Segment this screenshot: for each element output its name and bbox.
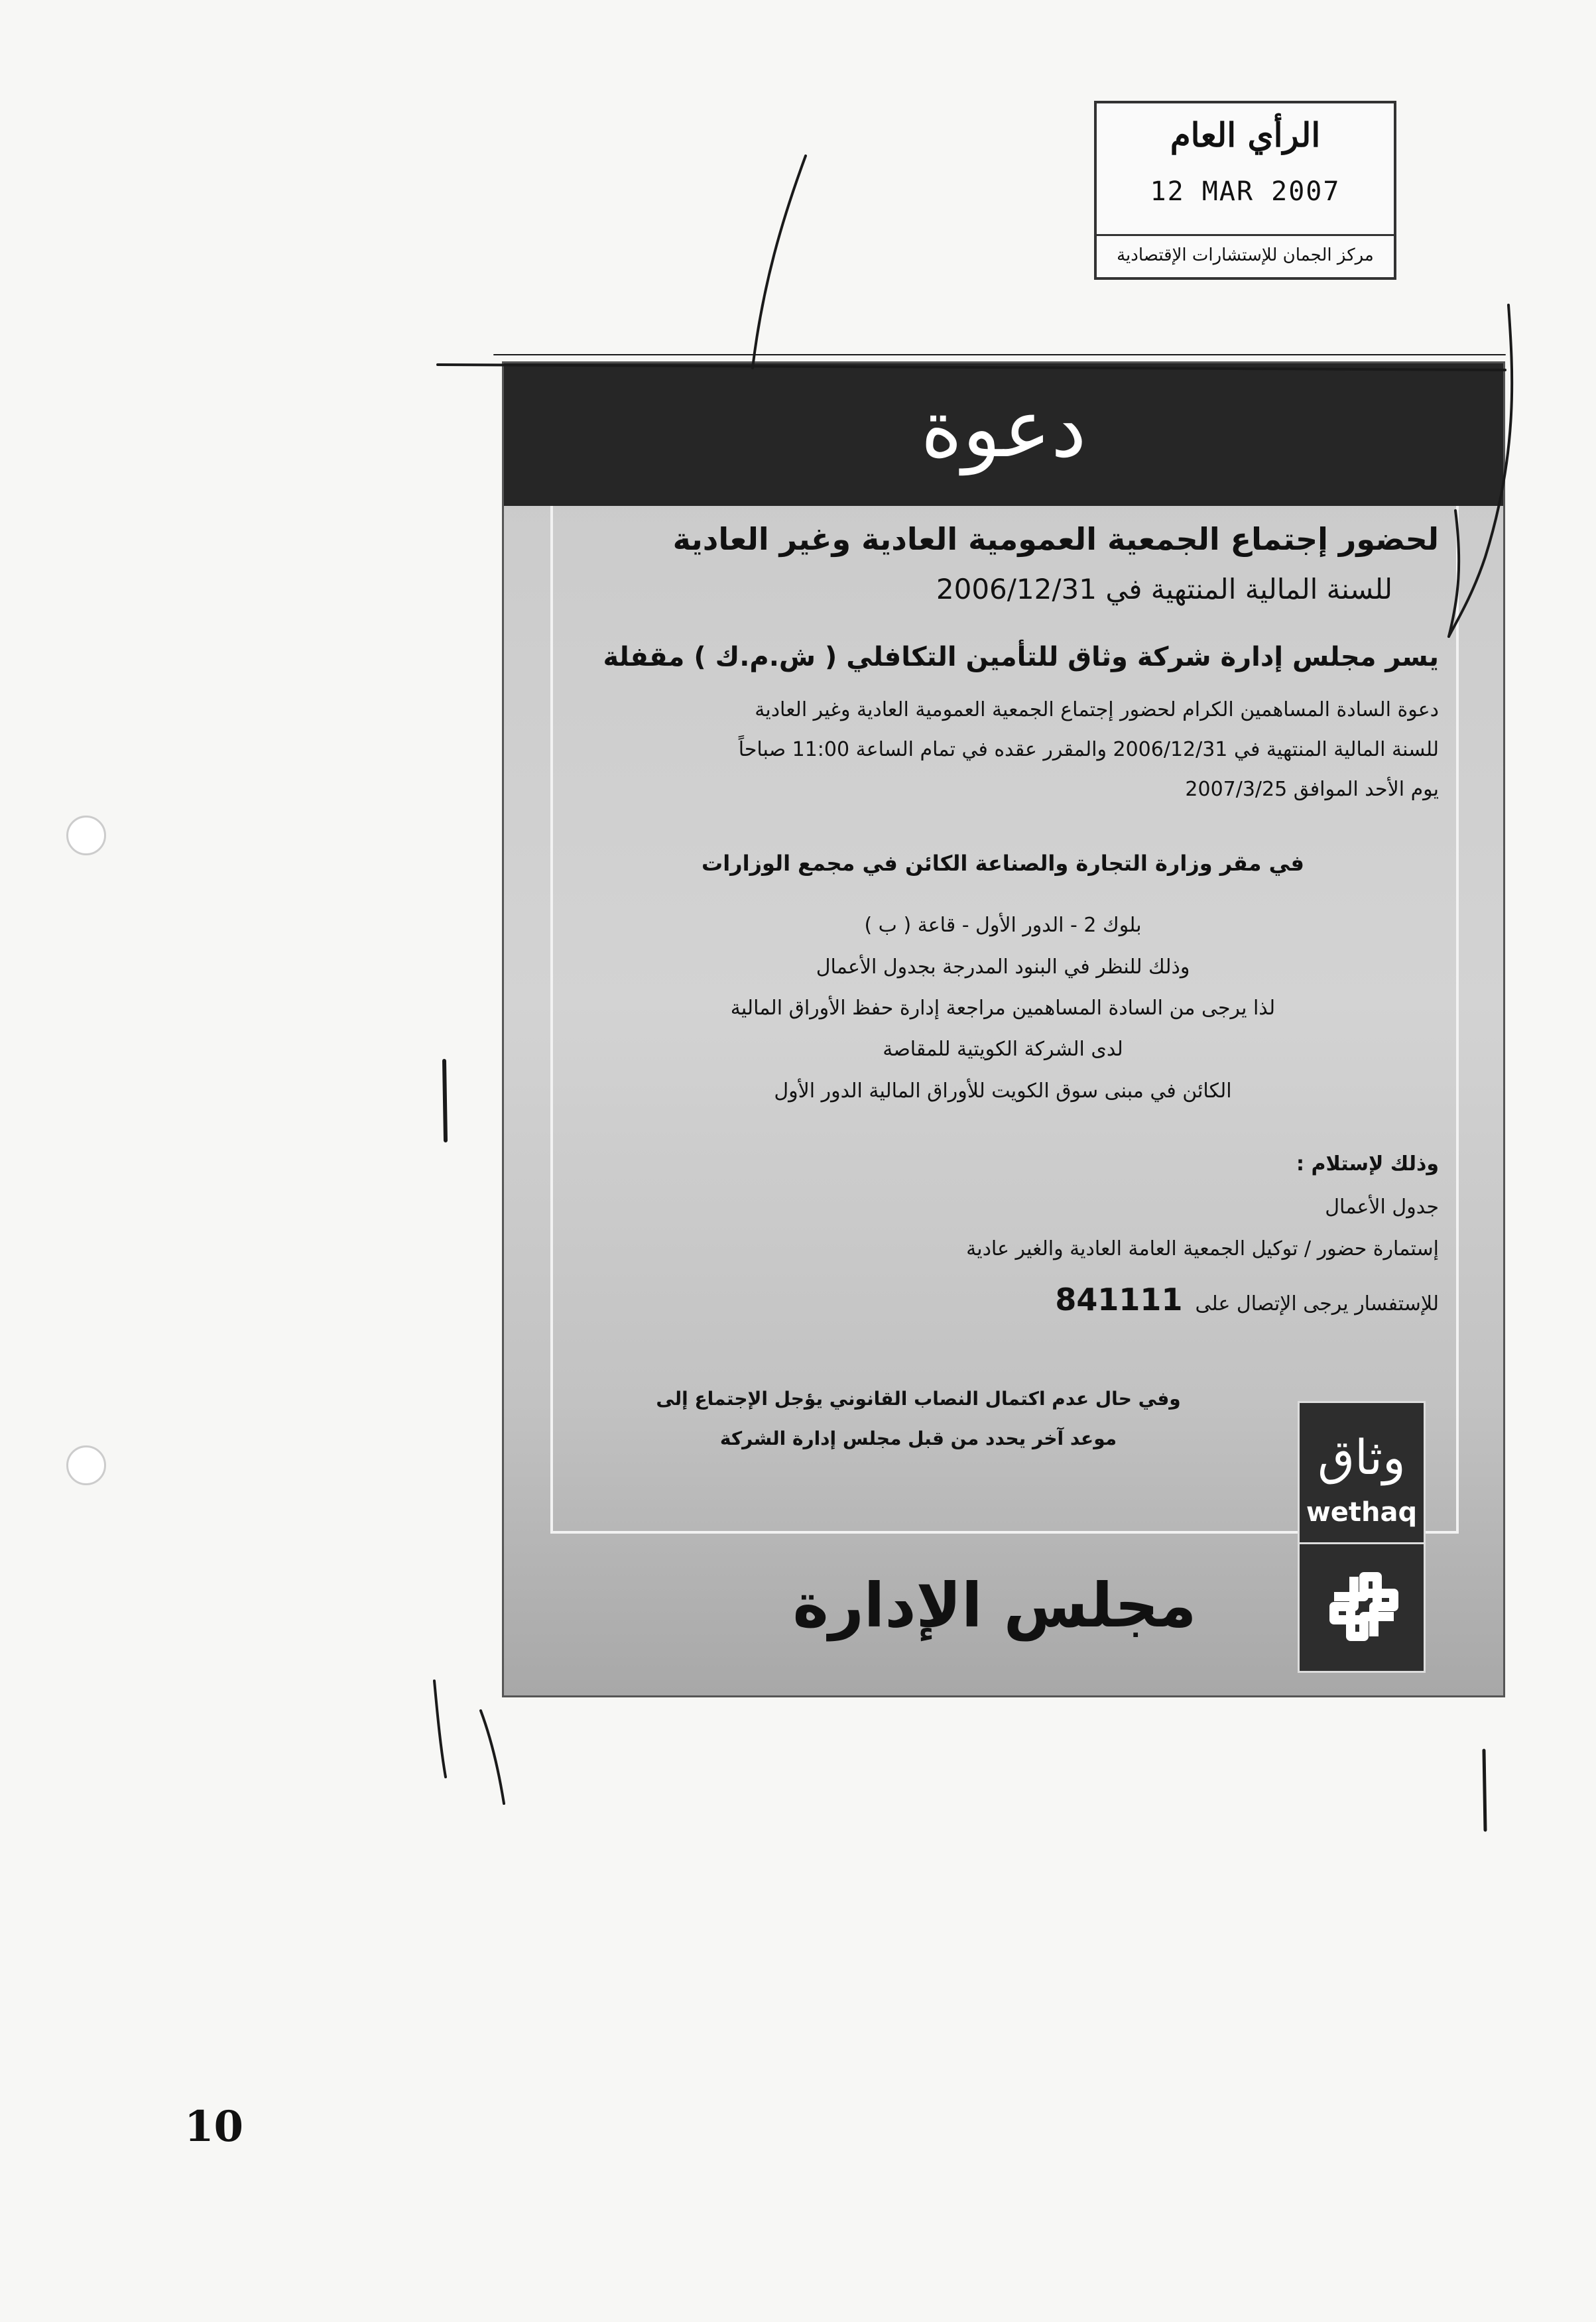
pen-stroke — [1449, 511, 1459, 637]
brand-english-name: wethaq — [1306, 1497, 1418, 1528]
ad-inquiry-text: للإستفسار يرجى الإتصال على — [1195, 1292, 1439, 1315]
pen-stroke — [438, 365, 1505, 370]
pen-stroke — [444, 1061, 446, 1140]
ad-receipt-item: جدول الأعمال — [1325, 1195, 1439, 1219]
ad-body-line: دعوة السادة المساهمين الكرام لحضور إجتماع الجمعية العمومية العادية وغير العادية — [755, 698, 1439, 721]
brand-arabic-name: وثاق — [1318, 1430, 1406, 1485]
ad-body-line: يوم الأحد الموافق 2007/3/25 — [1185, 778, 1439, 801]
ad-venue-line: لذا يرجى من السادة المساهمين مراجعة إدارة حفظ الأوراق المالية — [730, 997, 1276, 1020]
ad-receipt-item: إستمارة حضور / توكيل الجمعية العامة العادية والغير عادية — [966, 1237, 1439, 1260]
ad-venue-line: وذلك للنظر في البنود المدرجة بجدول الأعمال — [816, 955, 1190, 979]
stamp-newspaper-name: الرأي العام — [1170, 115, 1321, 154]
ad-venue-title: في مقر وزارة التجارة والصناعة الكائن في مجمع الوزارات — [702, 851, 1304, 876]
ad-body-line: للسنة المالية المنتهية في 2006/12/31 والمقرر عقده في تمام الساعة 11:00 صباحاً — [738, 738, 1439, 761]
ad-venue-line: لدى الشركة الكويتية للمقاصة — [883, 1038, 1123, 1061]
ad-receipt-title: وذلك لإستلام : — [1296, 1152, 1439, 1176]
pen-stroke — [753, 156, 806, 368]
board-signature: مجلس الإدارة — [792, 1570, 1197, 1641]
pen-stroke — [434, 1681, 446, 1777]
ad-phone-number: 841111 — [1055, 1282, 1183, 1317]
ad-venue-line: بلوك 2 - الدور الأول - قاعة ( ب ) — [864, 914, 1142, 937]
page-number: 10 — [184, 2102, 244, 2152]
pen-stroke — [481, 1711, 504, 1803]
ad-subheading: للسنة المالية المنتهية في 2006/12/31 — [936, 573, 1392, 605]
pen-stroke — [1484, 1750, 1485, 1830]
ad-heading: لحضور إجتماع الجمعية العمومية العادية وغير العادية — [672, 521, 1439, 557]
ad-note-line: موعد آخر يحدد من قبل مجلس إدارة الشركة — [719, 1428, 1117, 1449]
ad-header-title: دعوة — [920, 383, 1087, 475]
stamp-date: 12 MAR 2007 — [1150, 176, 1341, 207]
ad-note-line: وفي حال عدم اكتمال النصاب القانوني يؤجل الإجتماع إلى — [656, 1388, 1181, 1410]
ad-lead: يسر مجلس إدارة شركة وثاق للتأمين التكافلي ( ش.م.ك ) مقفلة — [603, 642, 1439, 672]
stamp-footer: مركز الجمان للإستشارات الإقتصادية — [1097, 234, 1394, 277]
ad-venue-line: الكائن في مبنى سوق الكويت للأوراق المالية الدور الأول — [774, 1079, 1232, 1103]
